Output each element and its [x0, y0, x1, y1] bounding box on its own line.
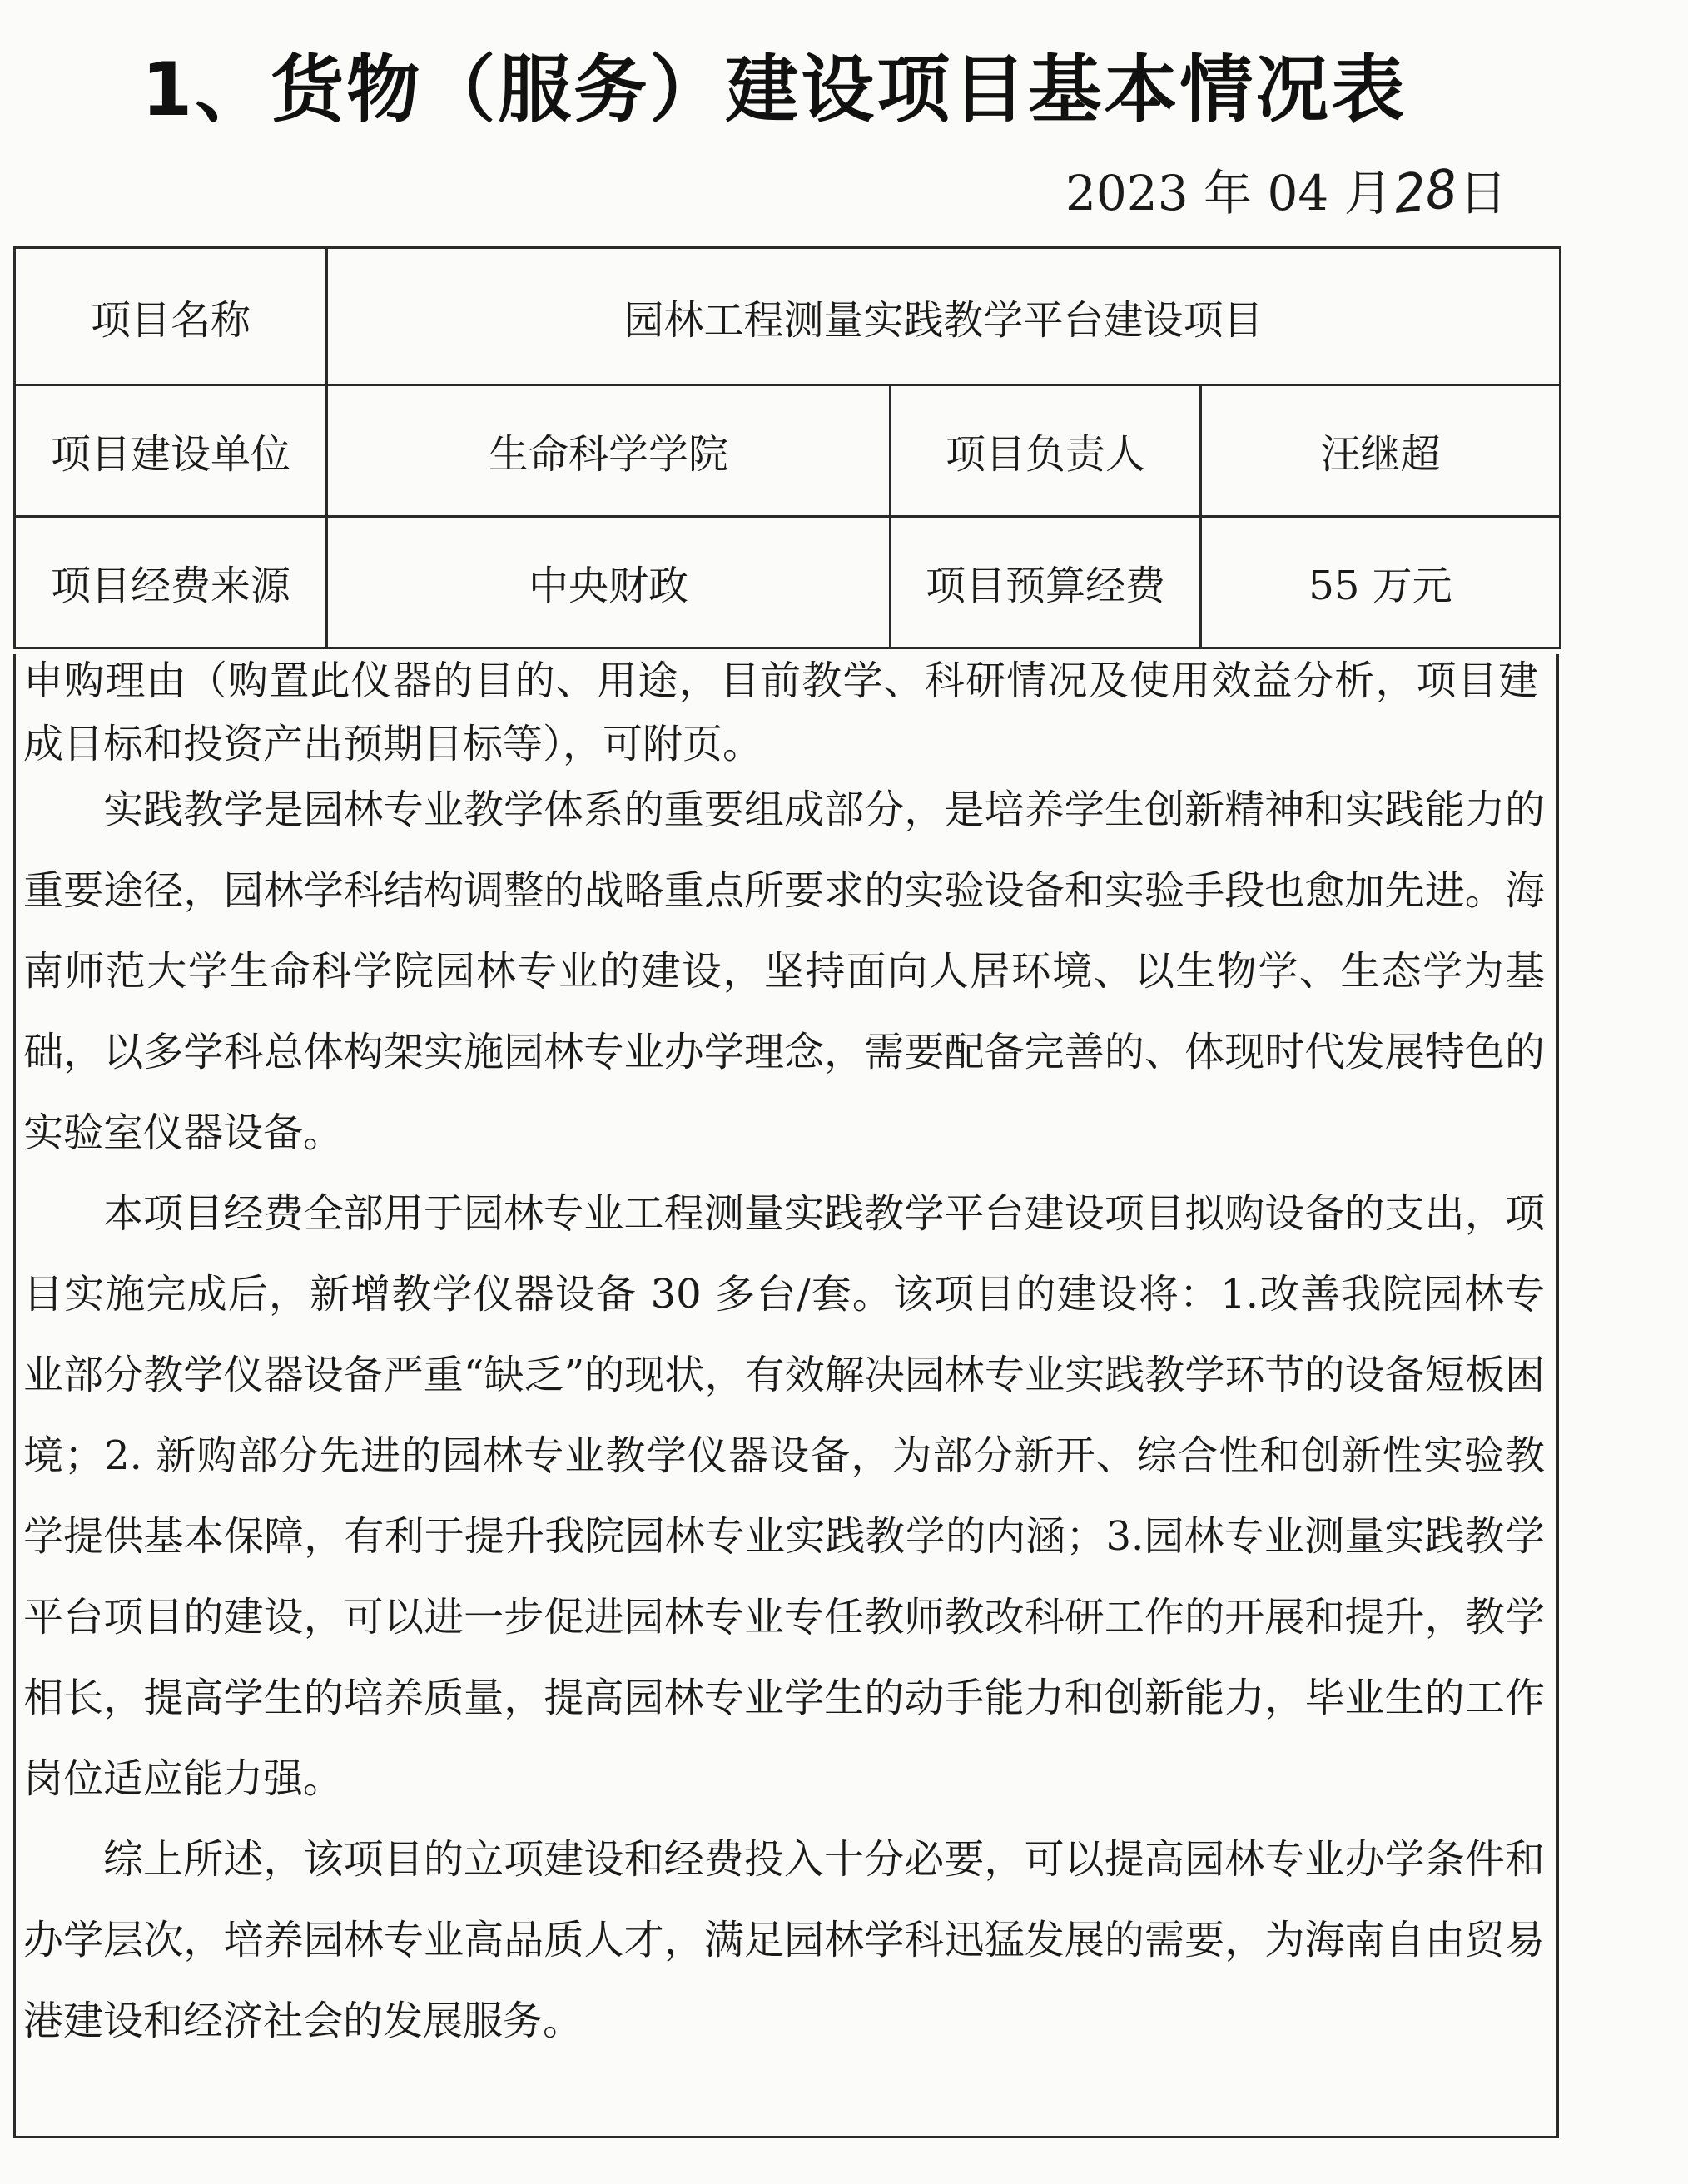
leader-label: 项目负责人	[891, 385, 1201, 517]
source-value: 中央财政	[327, 517, 891, 648]
reason-heading: 申购理由（购置此仪器的目的、用途，目前教学、科研情况及使用效益分析，项目建成目标和投资产出预期目标等），可附页。	[23, 658, 1538, 767]
page-title: 1、货物（服务）建设项目基本情况表	[141, 47, 1407, 132]
table-row	[15, 517, 1561, 648]
table-row	[15, 385, 1561, 517]
leader-value: 汪继超	[1201, 385, 1561, 517]
project-name-label: 项目名称	[15, 248, 327, 385]
table-row	[15, 248, 1561, 385]
reason-content	[23, 770, 1545, 2062]
reason-paragraph-2: 本项目经费全部用于园林专业工程测量实践教学平台建设项目拟购设备的支出，项目实施完成后，新增教学仪器设备 30 多台/套。该项目的建设将：1.改善我院园林专业部分教学仪器设备严重“缺乏”的现状，有效解决园林专业实践教学环节的设备短板困境；2. 新购部分先进的园林专业教学仪器设备，为部分新开、综合性和创新性实验教学提供基本保障，有利于提升我院园林专业实践教学的内涵；3.园林专业测量实践教学平台项目的建设，可以进一步促进园林专业专任教师教改科研工作的开展和提升，教学相长，提高学生的培养质量，提高园林专业学生的动手能力和创新能力，毕业生的工作岗位适应能力强。	[23, 1190, 1545, 1802]
budget-label: 项目预算经费	[891, 517, 1201, 648]
project-name-value: 园林工程测量实践教学平台建设项目	[327, 248, 1561, 385]
date-suffix: 日	[1458, 165, 1507, 221]
handwritten-day: 28	[1390, 158, 1461, 226]
date-prefix: 2023 年 04 月	[1065, 165, 1393, 221]
unit-label: 项目建设单位	[15, 385, 327, 517]
reason-paragraph-1: 实践教学是园林专业教学体系的重要组成部分，是培养学生创新精神和实践能力的重要途径，园林学科结构调整的战略重点所要求的实验设备和实验手段也愈加先进。海南师范大学生命科学院园林专业的建设，坚持面向人居环境、以生物学、生态学为基础，以多学科总体构架实施园林专业办学理念，需要配备完善的、体现时代发展特色的实验室仪器设备。	[23, 787, 1545, 1156]
unit-value: 生命科学学院	[327, 385, 891, 517]
source-label: 项目经费来源	[15, 517, 327, 648]
budget-value: 55 万元	[1201, 517, 1561, 648]
form-date	[1065, 154, 1507, 224]
reason-paragraph-3: 综上所述，该项目的立项建设和经费投入十分必要，可以提高园林专业办学条件和办学层次，培养园林专业高品质人才，满足园林学科迅猛发展的需要，为海南自由贸易港建设和经济社会的发展服务。	[23, 1836, 1545, 2044]
project-info-table	[13, 246, 1561, 649]
